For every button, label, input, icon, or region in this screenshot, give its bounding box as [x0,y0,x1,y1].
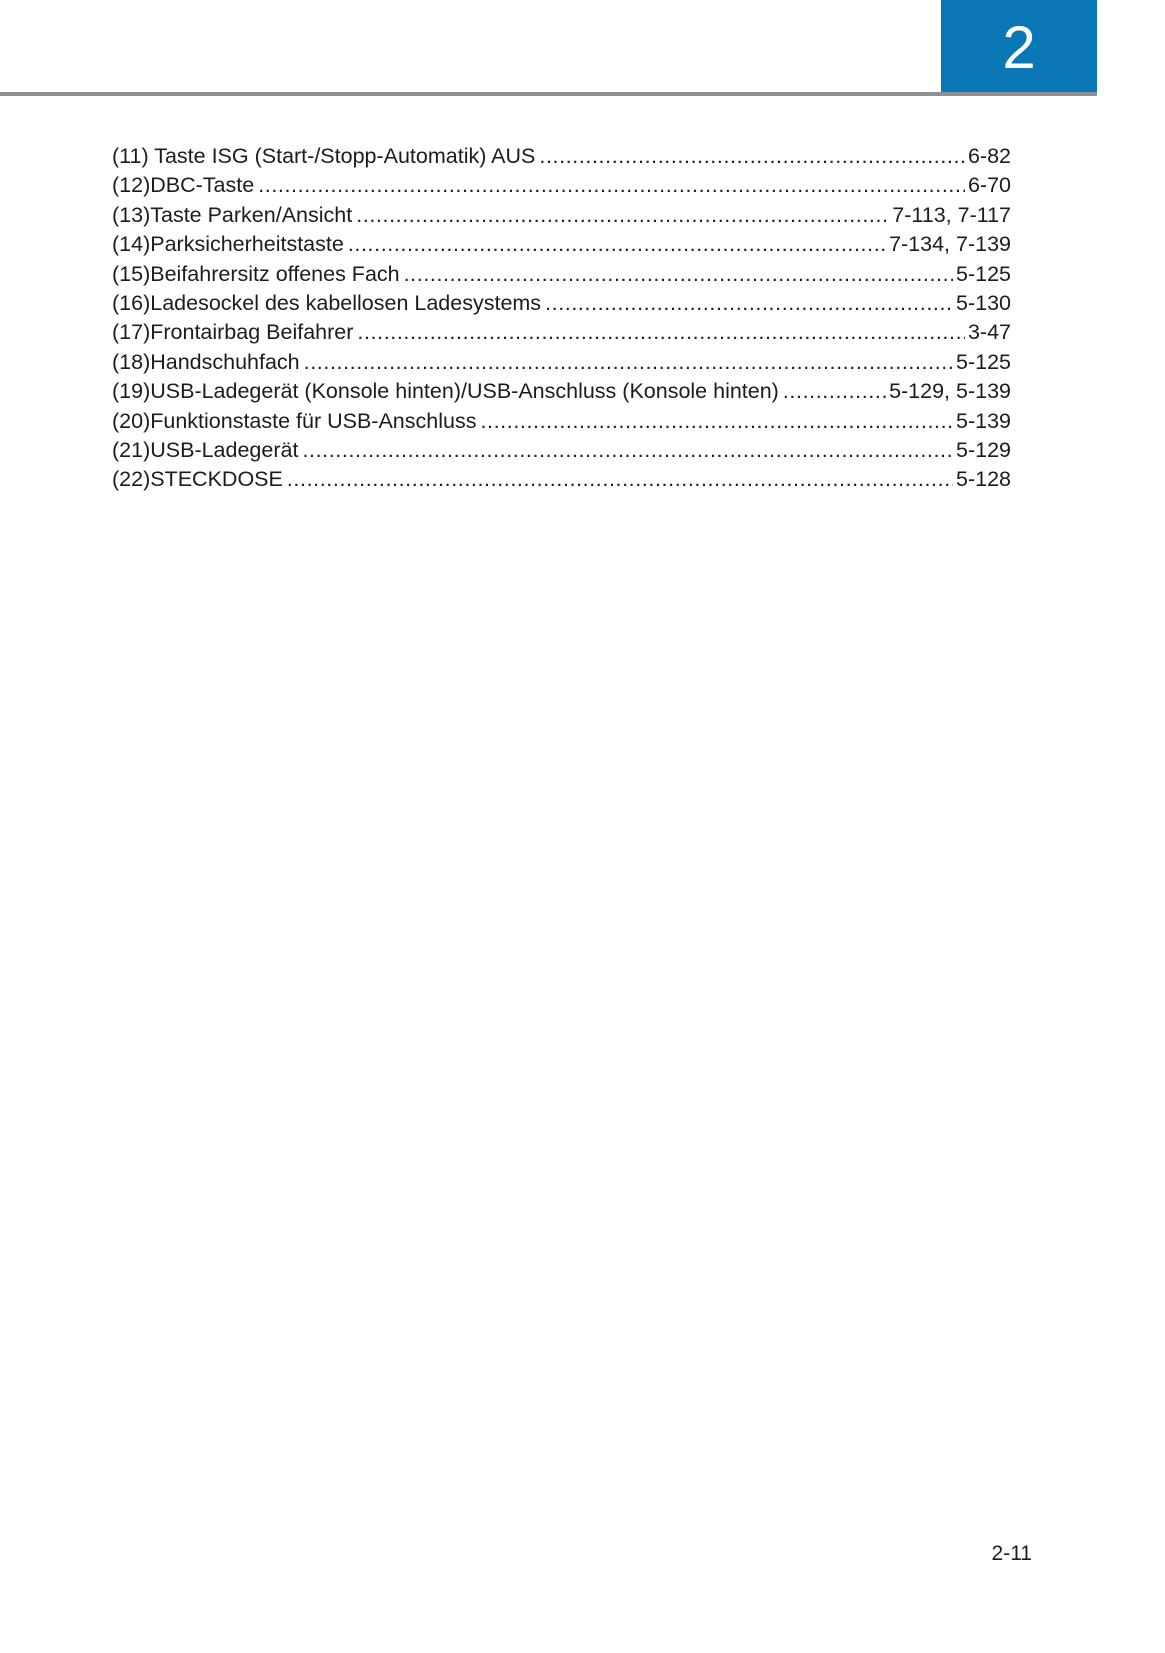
toc-leader-dots [545,289,953,318]
toc-entry [112,171,1011,200]
toc-entry-pages: 5-125 [956,349,1011,374]
chapter-number: 2 [1002,13,1036,81]
toc-entry [112,201,1011,230]
toc-leader-dots [539,142,965,171]
toc-entry-pages: 7-113, 7-117 [892,202,1011,227]
toc-leader-dots [304,348,953,377]
toc-entry-label: (12)DBC-Taste [112,173,255,198]
toc-entry-label: (20)Funktionstaste für USB-Anschluss [112,408,477,433]
toc-entry [112,142,1011,171]
toc-entry [112,348,1011,377]
toc-entry-pages: 5-139 [956,408,1011,433]
toc-entry-pages: 5-130 [956,291,1011,316]
header-divider [0,92,1097,96]
toc-entry-label: (15)Beifahrersitz offenes Fach [112,261,400,286]
toc-leader-dots [357,318,965,347]
toc-leader-dots [356,201,889,230]
toc-entry-label: (14)Parksicherheitstaste [112,232,344,257]
toc-entry-label: (21)USB-Ladegerät [112,438,299,463]
toc-entry [112,377,1011,406]
toc-entry-pages: 5-129, 5-139 [889,379,1011,404]
toc-entry [112,260,1011,289]
toc-leader-dots [287,465,953,494]
toc-entry [112,289,1011,318]
toc-entry-label: (16)Ladesockel des kabellosen Ladesystems [112,291,542,316]
toc-entry [112,407,1011,436]
toc-entry-label: (11) Taste ISG (Start-/Stopp-Automatik) AUS [112,144,536,168]
toc-leader-dots [404,260,953,289]
toc-leader-dots [783,377,886,406]
toc-entry-label: (13)Taste Parken/Ansicht [112,202,353,227]
footer-page-number: 2-11 [991,1542,1032,1565]
toc-entry-pages: 5-128 [956,467,1011,492]
toc-entry-pages: 6-70 [967,173,1011,198]
toc-entry-pages: 7-134, 7-139 [889,232,1011,257]
chapter-tab [941,0,1097,95]
toc-entry-pages: 5-125 [956,261,1011,286]
toc-leader-dots [480,407,953,436]
toc-entry [112,230,1011,259]
toc-leader-dots [258,171,965,200]
toc-leader-dots [348,230,886,259]
toc-entry-label: (18)Handschuhfach [112,349,300,374]
toc-entry-pages: 3-47 [967,320,1011,345]
toc-entry-pages: 5-129 [956,438,1011,463]
toc-entry-pages: 6-82 [967,144,1011,168]
toc-list [112,142,1011,495]
toc-entry-label: (22)STECKDOSE [112,467,283,492]
toc-entry [112,436,1011,465]
toc-entry [112,318,1011,347]
toc-entry [112,465,1011,494]
toc-entry-label: (19)USB-Ladegerät (Konsole hinten)/USB-Anschluss (Konsole hinten) [112,379,779,404]
toc-entry-label: (17)Frontairbag Beifahrer [112,320,354,345]
toc-leader-dots [302,436,953,465]
